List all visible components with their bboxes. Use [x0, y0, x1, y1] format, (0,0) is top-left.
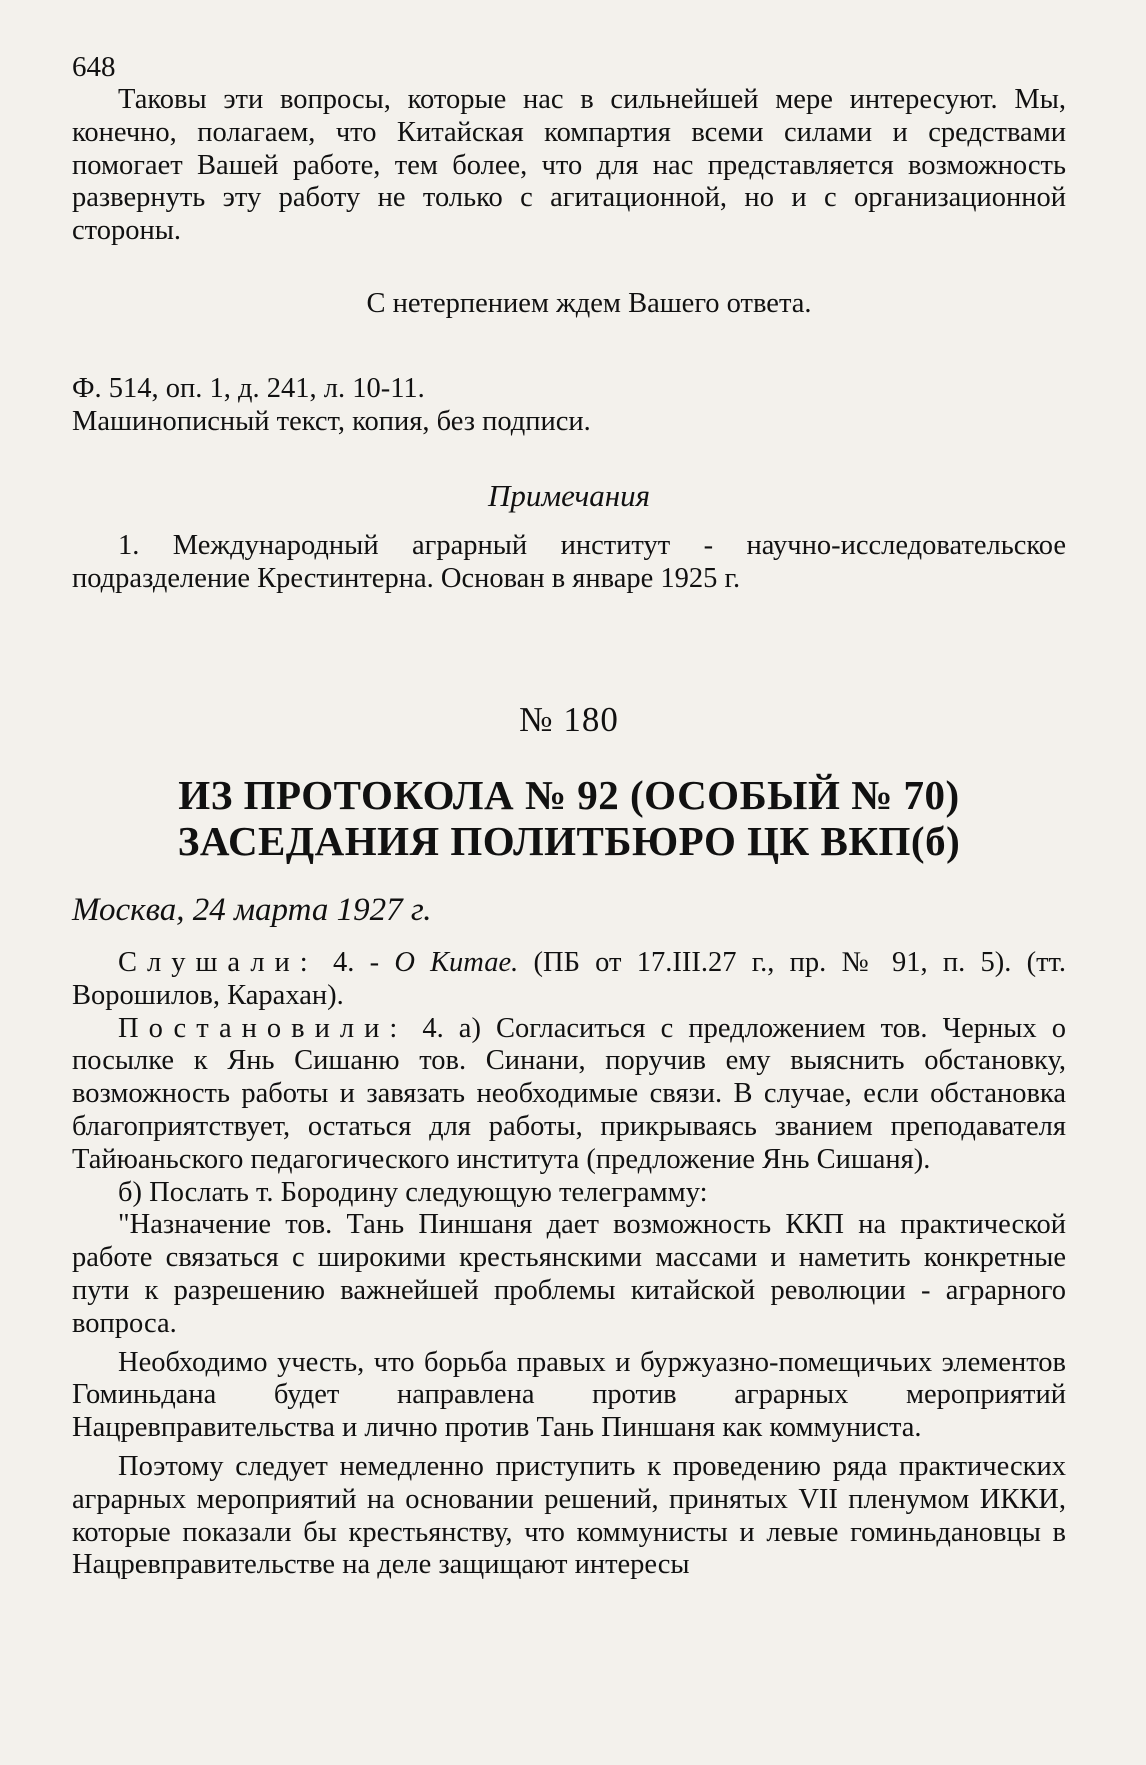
telegram-paragraph-1: "Назначение тов. Тань Пиншаня дает возможность ККП на практической работе связаться с широкими крестьянскими массами и наметить конкретные пути к разрешению важнейшей проблемы китайской революции - аграрного вопроса. [72, 1209, 1066, 1339]
heard-label: Слушали: [118, 946, 318, 978]
telegram-paragraph-2: Необходимо учесть, что борьба правых и буржуазно-помещичьих элементов Гоминьдана будет направлена против аграрных мероприятий Нацревправительства и лично против Тань Пиншаня как коммуниста. [72, 1346, 1066, 1444]
closing-line: С нетерпением ждем Вашего ответа. [366, 287, 812, 319]
resolved-label: Постановили: [118, 1012, 408, 1044]
document-title-line-2: ЗАСЕДАНИЯ ПОЛИТБЮРО ЦК ВКП(б) [177, 817, 961, 864]
heard-topic: О Китае. [394, 946, 519, 978]
intro-paragraph: Таковы эти вопросы, которые нас в сильнейшей мере интересуют. Мы, конечно, полагаем, что Китайская компартия всеми силами и средствами помогает Вашей работе, тем более, что для нас представляется возможность развернуть эту работу не только с агитационной, но и с организационной стороны. [72, 84, 1066, 247]
resolved-paragraph [72, 1013, 1066, 1177]
place-date: Москва, 24 марта 1927 г. [72, 891, 432, 928]
note-1: 1. Международный аграрный институт - научно-исследовательское подразделение Крестинтерна. Основан в январе 1925 г. [72, 530, 1066, 595]
item-b: б) Послать т. Бородину следующую телеграмму: [118, 1176, 708, 1208]
heard-paragraph [72, 947, 1066, 1013]
notes-title: Примечания [487, 478, 651, 514]
archive-reference: Ф. 514, оп. 1, д. 241, л. 10-11. [72, 372, 425, 404]
document-title-line-1: ИЗ ПРОТОКОЛА № 92 (ОСОБЫЙ № 70) [178, 771, 960, 818]
archive-description: Машинописный текст, копия, без подписи. [72, 405, 591, 437]
heard-number: 4. - [317, 946, 395, 978]
page-number: 648 [72, 51, 116, 83]
document-number: № 180 [519, 699, 619, 739]
resolved-text: 4. а) Согласиться с предложением тов. Черных о посылке к Янь Сишаню тов. Синани, поручив ему выяснить обстановку, возможность работы и завязать необходимые связи. В случае, если обстановка благоприятствует, остаться для работы, прикрываясь званием преподавателя Тайюаньского педагогического института (предложение Янь Сишаня). [72, 1012, 1066, 1175]
telegram-paragraph-3: Поэтому следует немедленно приступить к проведению ряда практических аграрных мероприятий на основании решений, принятых VII пленумом ИККИ, которые показали бы крестьянству, что коммунисты и левые гоминьдановцы в Нацревправительстве на деле защищают интересы [72, 1450, 1066, 1581]
document-title [72, 772, 1066, 864]
heard-rest: (ПБ от 17.III.27 г., пр. № 91, п. 5). (тт. Ворошилов, Карахан). [72, 946, 1066, 1011]
